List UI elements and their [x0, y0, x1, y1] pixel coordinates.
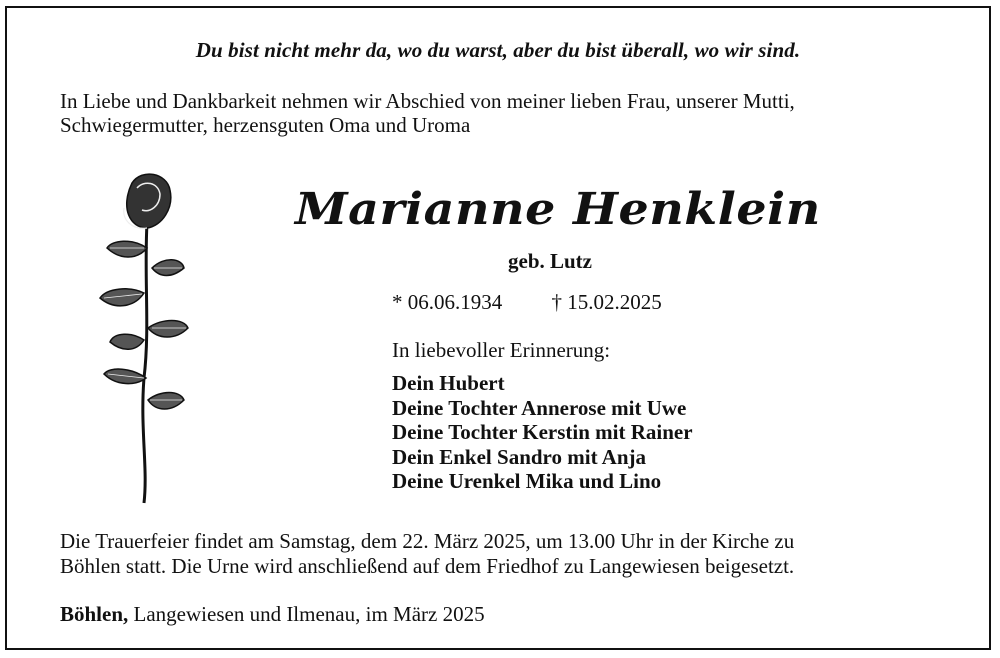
ceremony-line: Die Trauerfeier findet am Samstag, dem 22. März 2025, um 13.00 Uhr in der Kirche zu	[60, 529, 795, 553]
closing-line	[60, 602, 485, 627]
mourners-list	[392, 371, 693, 494]
intro-line: In Liebe und Dankbarkeit nehmen wir Abschied von meiner lieben Frau, unserer Mutti,	[60, 89, 795, 113]
list-item: Deine Tochter Kerstin mit Rainer	[392, 420, 693, 445]
life-dates	[392, 290, 662, 315]
closing-rest: Langewiesen und Ilmenau, im März 2025	[128, 602, 485, 626]
list-item: Dein Enkel Sandro mit Anja	[392, 444, 646, 469]
list-item: Deine Urenkel Mika und Lino	[392, 469, 662, 494]
intro-text	[60, 89, 960, 137]
intro-line: Schwiegermutter, herzensguten Oma und Uroma	[60, 113, 471, 137]
deceased-name: Marianne Henklein	[295, 184, 821, 235]
list-item: Dein Hubert	[392, 371, 505, 395]
rose-icon	[92, 168, 202, 508]
closing-place: Böhlen,	[60, 602, 129, 626]
motto: Du bist nicht mehr da, wo du warst, aber du bist überall, wo wir sind.	[195, 38, 801, 62]
death-date: † 15.02.2025	[551, 290, 662, 314]
maiden-name: geb. Lutz	[508, 249, 592, 273]
birth-date: * 06.06.1934	[392, 290, 503, 314]
obituary-notice	[5, 6, 991, 650]
ceremony-text	[60, 529, 960, 579]
list-item: Deine Tochter Annerose mit Uwe	[392, 395, 687, 420]
ceremony-line: Böhlen statt. Die Urne wird anschließend auf dem Friedhof zu Langewiesen beigesetzt.	[60, 554, 795, 578]
mourners-label: In liebevoller Erinnerung:	[392, 338, 611, 362]
